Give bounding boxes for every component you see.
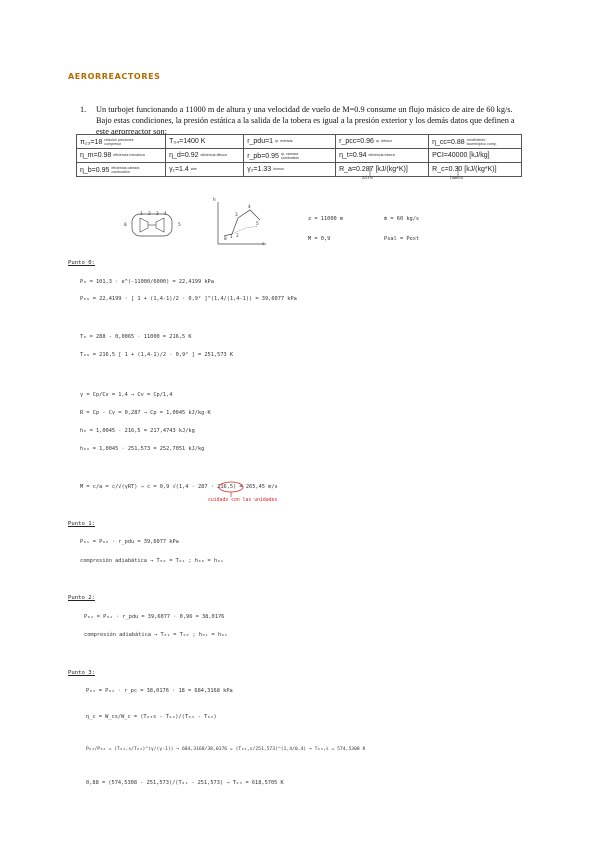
table-cell: η_cc=0.88 rendimiento isoentrópico comp. [429,135,522,149]
table-cell: η_b=0.95 eficiencia cámara combustión [77,163,166,177]
calc-line: P₀₃ = P₀₂ · r_pc = 38,0176 · 18 = 684,3168 kPa [86,688,233,694]
hs-point: 5 [256,222,259,227]
document-title: AERORREACTORES [68,72,161,81]
station-label: 2 [148,212,151,217]
note-aire: aire [362,176,373,181]
table-cell: R_c=0.30 [kJ/(kg*K)] [429,163,522,177]
table-cell: r_pcc=0.96 rp. difusor [336,135,429,149]
hs-point: 3 [235,213,238,218]
calc-line: 0,88 = (574,5308 - 251,573)/(T₀₃ - 251,573) → T₀₃ = 618,5705 K [86,780,284,786]
table-cell: γ₂=1.33 humos [244,163,336,177]
calc-line: h₀₀ = 1,0045 · 251,573 = 252,7051 kJ/kg [80,446,205,452]
section-heading: Punto 2: [68,595,95,601]
note-humos: humos [450,176,464,181]
calc-line: T₀ = 288 - 0,0065 · 11000 = 216,5 K [80,334,192,340]
table-cell: γ₁=1.4 aire [166,163,244,177]
table-cell: PCI=40000 [kJ/kg] [429,149,522,163]
unit-warning-note: cuidado con las unidades [208,498,278,503]
calc-line: h₀ = 1,0045 · 216,5 = 217,4743 kJ/kg [80,428,195,434]
table-cell: r_pb=0.95 rp. cámara combustión [244,149,336,163]
hs-point: 4 [248,205,251,210]
table-cell: η_m=0.98 eficiencia mecánica [77,149,166,163]
given-mass-flow: ṁ = 60 kg/s [384,216,420,222]
station-label: 4 [164,212,167,217]
table-cell: T₀₄=1400 K [166,135,244,149]
table-cell: π₂₃=18 relación presiones compresor [77,135,166,149]
section-heading: Punto 1: [68,521,95,527]
table-cell: r_pdu=1 rp. entrada [244,135,336,149]
station-label: 3 [156,212,159,217]
calc-line: γ = Cp/Cv = 1,4 → Cv = Cp/1,4 [80,392,173,398]
axis-label-h: h [213,198,216,203]
hs-point: 0 [224,237,227,242]
section-heading: Punto 0: [68,260,95,266]
station-label: 5 [178,223,181,228]
given-altitude: z = 11000 m [308,216,344,222]
given-pressure-condition: Psal = Pext [384,236,420,242]
calc-line: compresión adiabática → T₀₀ = T₀₁ ; h₀₀ = h₀₁ [80,558,224,564]
calc-line: compresión adiabática → T₀₁ = T₀₂ ; h₀₁ = h₀₂ [84,632,228,638]
calc-line: R = Cp - Cv = 0,287 → Cp = 1,0045 kJ/kg·K [80,410,211,416]
given-mach: M = 0,9 [308,236,331,242]
calc-line: P₀₂ = P₀₁ · r_pdu = 39,6077 · 0,96 = 38,0176 [84,614,225,620]
problem-number: 1. [80,105,87,114]
table-cell: η_t=0.94 eficiencia tobera [336,149,429,163]
axis-label-s: s [262,242,265,247]
calc-line: P₀₀ = 22,4199 · [ 1 + (1,4-1)/2 · 0,9² ]^(1,4/(1,4-1)) = 39,6077 kPa [80,296,297,302]
calc-line: M = c/a = c/√(γRT) → c = 0,9 √(1,4 · 287 · 216,5) = 265,45 m/s [80,484,278,490]
calc-line: P₀₁ = P₀₀ · r_pdu = 39,6077 kPa [80,539,179,545]
table-cell: η_d=0.92 eficiencia difusor [166,149,244,163]
calc-line: η_c = W_cs/W_c = (T₀₃s - T₀₂)/(T₀₃ - T₀₂) [86,714,217,720]
calc-line: T₀₀ = 216,5 [ 1 + (1,4-1)/2 · 0,9² ] = 251,573 K [80,352,234,358]
section-heading: Punto 3: [68,670,95,676]
calc-line: P₀₃/P₀₂ = (T₀₃,s/T₀₂)^(γ/(γ-1)) → 684,3168/38,0176 = (T₀₃,s/251,573)^(1,4/0,4) → T₀₃,s = 574,5308 K [86,747,366,752]
calc-line: P₀ = 101,3 · e^(-11000/6000) = 22,4199 kPa [80,279,214,285]
station-label: 0 [124,223,127,228]
problem-text: Un turbojet funcionando a 11000 m de altura y una velocidad de vuelo de M=0.9 consume un flujo másico de aire de 60 kg/s. Bajo estas condiciones, la presión estática a la salida de la tobera es igual a la presión exterior y los demás datos que definen a este aerorreactor son: [96,105,515,136]
hs-point: 2 [236,234,239,239]
table-cell: R_a=0.287 [kJ/(kg*K)] [336,163,429,177]
station-label: 1 [140,212,143,217]
hs-point: 1 [230,235,233,240]
